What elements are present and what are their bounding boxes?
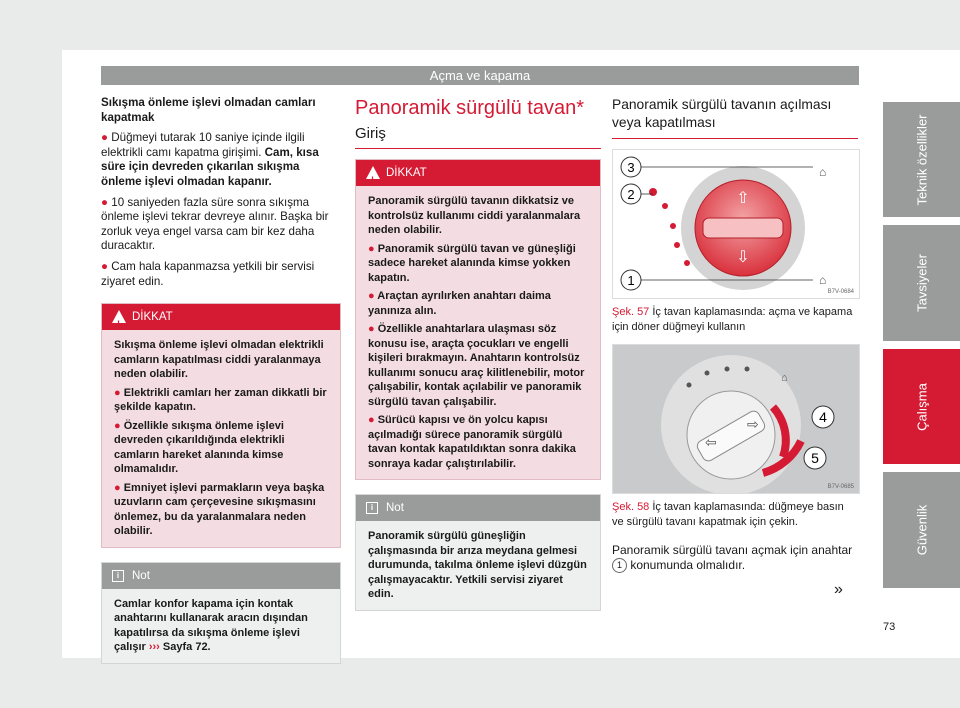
figure-57 bbox=[612, 149, 860, 299]
bullet-icon: ● bbox=[101, 195, 109, 209]
svg-text:2: 2 bbox=[627, 187, 635, 202]
arrow-up-icon: ⇧ bbox=[736, 190, 750, 207]
bullet-icon: ● bbox=[114, 419, 124, 432]
svg-text:3: 3 bbox=[627, 160, 635, 175]
warning-header: ! DİKKAT bbox=[102, 304, 340, 330]
arrow-down-icon: ⇩ bbox=[736, 249, 750, 266]
bullet-icon: ● bbox=[368, 323, 378, 335]
rotary-knob-illustration bbox=[613, 150, 859, 298]
position-dot bbox=[662, 203, 668, 209]
svg-text:5: 5 bbox=[811, 450, 819, 466]
bullet-icon: ● bbox=[101, 259, 109, 273]
figure-caption: Şek. 58 İç tavan kaplamasında: düğmeye basın ve sürgülü tavanı kapatmak için çekin. bbox=[612, 501, 844, 528]
body-paragraph: Panoramik sürgülü tavanı açmak için anahtar 1 konumunda olmalıdır. bbox=[612, 543, 853, 572]
position-dot bbox=[725, 367, 730, 372]
column-3 bbox=[612, 96, 858, 573]
note-box bbox=[355, 494, 601, 611]
svg-text:1: 1 bbox=[627, 273, 635, 288]
figure-58 bbox=[612, 344, 860, 494]
roof-closed-icon: ⌂ bbox=[819, 273, 827, 287]
column-2 bbox=[355, 96, 601, 611]
warning-triangle-icon bbox=[366, 166, 380, 179]
bullet-icon: ● bbox=[368, 414, 378, 426]
note-header: i Not bbox=[102, 563, 340, 589]
continue-icon: » bbox=[834, 581, 843, 598]
knob-grip bbox=[703, 218, 783, 238]
arrow-left-icon: ⇦ bbox=[705, 434, 717, 450]
tab-tavsiyeler[interactable]: Tavsiyeler bbox=[883, 225, 960, 341]
position-dot bbox=[649, 188, 657, 196]
section-title: Panoramik sürgülü tavanın açılması veya kapatılması bbox=[612, 97, 832, 130]
section-heading: Sıkışma önleme işlevi olmadan camları kapatmak bbox=[101, 96, 316, 124]
info-icon: i bbox=[366, 502, 378, 514]
note-box bbox=[101, 562, 341, 664]
note-header: i Not bbox=[356, 495, 600, 521]
bullet-paragraph: ● Düğmeyi tutarak 10 saniye içinde ilgili elektrikli camı kapatma girişimi. Cam, kısa süre için devreden çıkarılan sıkışma önleme işlevi olmadan kapanır. bbox=[101, 131, 319, 188]
bullet-icon: ● bbox=[101, 131, 109, 145]
warning-header: ! DİKKAT bbox=[356, 160, 600, 186]
warning-triangle-icon bbox=[112, 310, 126, 323]
bullet-icon: ● bbox=[114, 386, 124, 399]
chapter-header: Açma ve kapama bbox=[101, 66, 859, 85]
tab-calisma[interactable]: Çalışma bbox=[883, 349, 960, 464]
page-link[interactable]: Sayfa 72. bbox=[159, 641, 211, 654]
push-pull-knob-illustration bbox=[613, 345, 859, 493]
section-subtitle: Giriş bbox=[355, 125, 386, 142]
position-marker: 1 bbox=[612, 558, 627, 573]
bullet-paragraph: ● Cam hala kapanmazsa yetkili bir servisi ziyaret edin. bbox=[101, 259, 315, 288]
figure-caption: Şek. 57 İç tavan kaplamasında: açma ve kapama için döner düğmeyi kullanın bbox=[612, 306, 853, 333]
position-dot bbox=[684, 260, 690, 266]
section-title: Panoramik sürgülü tavan* bbox=[355, 97, 585, 119]
bullet-icon: ● bbox=[368, 242, 378, 255]
tab-guvenlik[interactable]: Güvenlik bbox=[883, 472, 960, 588]
page-number: 73 bbox=[883, 621, 896, 633]
warning-box bbox=[101, 303, 341, 548]
warning-body: Panoramik sürgülü tavanın dikkatsiz ve kontrolsüz kullanımı ciddi yaralanmalara neden olabilir. ● Panoramik sürgülü tavan ve güneşliği sadece hareket alanında kimse yokken kapatın. ● Araçtan ayrılırken anahtarı daima yanınıza alın. ● Özellikle anahtarlara ulaşması söz konusu ise, araçta çocukları ve engelli kişileri bırakmayın. Anahtarın kontrolsüz kullanımı sonucu araç kilitlenebilir, motor çalışabilir, kontak açılabilir ve panoramik sürgülü tavan çalışabilir. ● Sürücü kapısı ve ön yolcu kapısı açılmadığı sürece panoramik sürgülü tavan kontak kapatıldıktan sonra dakika sonraya kadar çalıştırılabilir. bbox=[368, 195, 585, 470]
note-body: Panoramik sürgülü güneşliğin çalışmasında bir arıza meydana gelmesi durumunda, takılma önleme işlevi düzgün çalışmayacaktır. Yetkili servisi ziyaret edin. bbox=[368, 530, 587, 600]
tab-teknik-ozellikler[interactable]: Teknik özellikler bbox=[883, 102, 960, 217]
figure-code: B7V-0685 bbox=[827, 484, 854, 490]
warning-box bbox=[355, 159, 601, 480]
position-dot bbox=[670, 223, 676, 229]
bullet-icon: ● bbox=[368, 290, 378, 302]
bullet-icon: ● bbox=[114, 481, 124, 494]
bullet-paragraph: ● 10 saniyeden fazla süre sonra sıkışma önleme işlevi tekrar devreye alınır. Başka bir zorluk veya engel varsa cam bir kez daha duracaktır. bbox=[101, 195, 329, 253]
warning-body: Sıkışma önleme işlevi olmadan elektrikli camların kapatılması ciddi yaralanmaya neden olabilir. ● Elektrikli camları her zaman dikkatli bir şekilde kapatın. ● Özellikle sıkışma önleme işlevi devreden çıkarıldığında elektrikli camların hareket alanında kimse olmamalıdır. ● Emniyet işlevi parmakların veya başka uzuvların cam çerçevesine sıkışmasını önlemez, bu da yaralanmalara neden olabilir. bbox=[114, 339, 327, 538]
position-dot bbox=[687, 383, 692, 388]
note-body: Camlar konfor kapama için kontak anahtarını kullanarak aracın dışından kapatılırsa da sıkışma önleme işlevi çalışır ››› Sayfa 72. bbox=[114, 597, 308, 654]
figure-code: B7V-0684 bbox=[827, 289, 854, 295]
roof-icon: ⌂ bbox=[781, 372, 788, 384]
svg-text:4: 4 bbox=[819, 409, 827, 425]
arrow-right-icon: ⇨ bbox=[747, 416, 759, 432]
roof-open-icon: ⌂ bbox=[819, 165, 827, 179]
position-dot bbox=[674, 242, 680, 248]
position-dot bbox=[705, 371, 710, 376]
column-1 bbox=[101, 96, 341, 664]
info-icon: i bbox=[112, 570, 124, 582]
position-dot bbox=[745, 367, 750, 372]
